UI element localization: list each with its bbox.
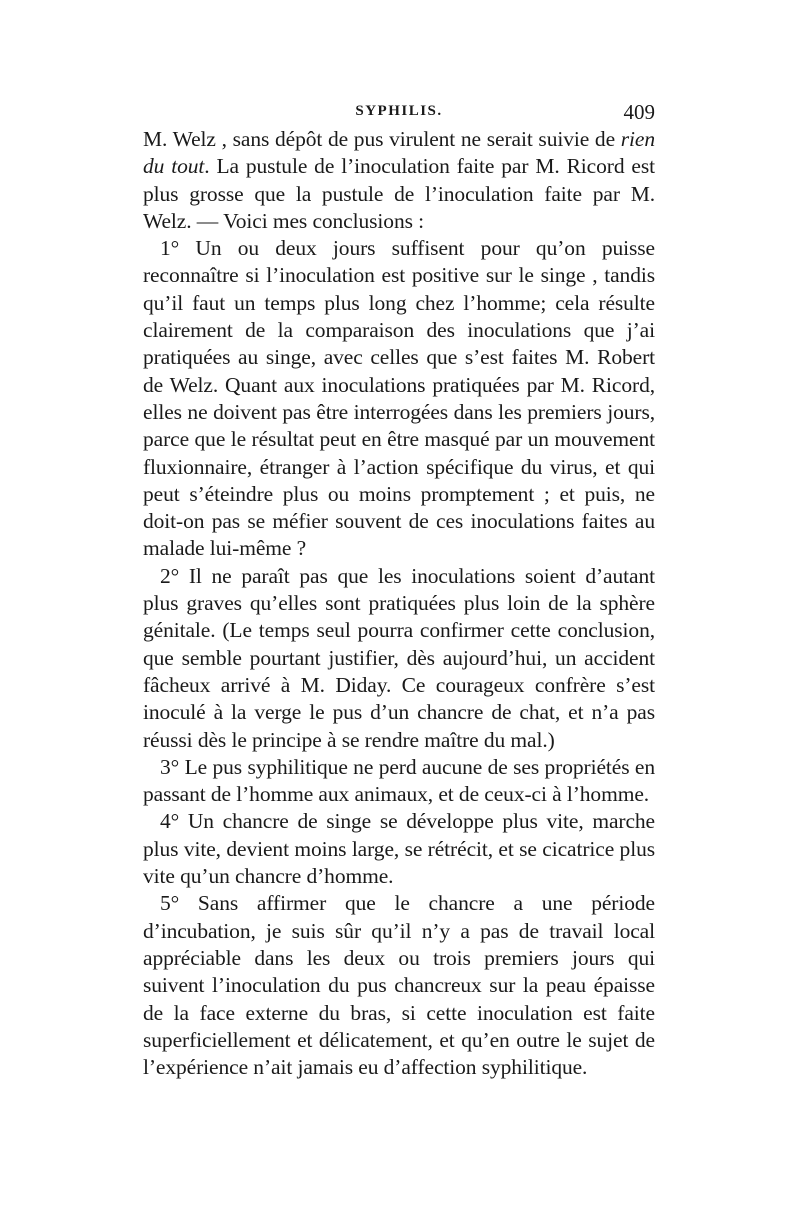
text-run: 3° Le pus syphilitique ne perd aucune de ses propriétés en passant de l’homme aux animaux, et de ceux-ci à l’homme. (143, 754, 655, 807)
text-run: 1° Un ou deux jours suffisent pour qu’on puisse reconnaître si l’inoculation est positive sur le singe , tandis qu’il faut un temps plus long chez l’homme; cela résulte clairement de la comparaison des inoculations que j’ai pratiquées au singe, avec celles que s’est faites M. Robert de Welz. Quant aux inoculations pratiquées par M. Ricord, elles ne doivent pas être interrogées dans les premiers jours, parce que le résultat peut en être masqué par un mouvement fluxionnaire, étranger à l’action spécifique du virus, et qui peut s’éteindre plus ou moins promptement ; et puis, ne doit-on pas se méfier souvent de ces inoculations faites au malade lui-même ? (143, 236, 655, 561)
paragraph (143, 235, 655, 563)
text-run: 2° Il ne paraît pas que les inoculations soient d’autant plus graves qu’elles sont pratiquées plus loin de la sphère génitale. (Le temps seul pourra confirmer cette conclusion, que semble pourtant justifier, dès aujourd’hui, un accident fâcheux arrivé à M. Diday. Ce courageux confrère s’est inoculé à la verge le pus d’un chancre de chat, et n’a pas réussi dès le principe à se rendre maître du mal.) (143, 563, 655, 752)
body-text (143, 126, 655, 1081)
text-run: M. Welz , sans dépôt de pus virulent ne serait suivie de (143, 127, 621, 151)
paragraph (143, 126, 655, 235)
running-head (143, 100, 655, 124)
text-run: . La pustule de l’inoculation faite par M. Ricord est plus grosse que la pustule de l’inoculation faite par M. Welz. — Voici mes conclusions : (143, 154, 655, 233)
italic-text: rien du tout (143, 127, 655, 179)
paragraph (143, 808, 655, 890)
text-run: 4° Un chancre de singe se développe plus vite, marche plus vite, devient moins large, se rétrécit, et se cicatrice plus vite qu’un chancre d’homme. (143, 809, 655, 889)
text-run: 5° Sans affirmer que le chancre a une période d’incubation, je suis sûr qu’il n’y a pas de travail local appréciable dans les deux ou trois premiers jours qui suivent l’inoculation du pus chancreux sur la peau épaisse de la face externe du bras, si cette inoculation est faite superficiellement et délicatement, et qu’en outre le sujet de l’expérience n’ait jamais eu d’affection syphilitique. (143, 891, 655, 1080)
paragraph (143, 754, 655, 809)
paragraph (143, 890, 655, 1081)
page-number: 409 (623, 100, 655, 124)
paragraph (143, 563, 655, 754)
running-title: SYPHILIS. (355, 103, 443, 119)
